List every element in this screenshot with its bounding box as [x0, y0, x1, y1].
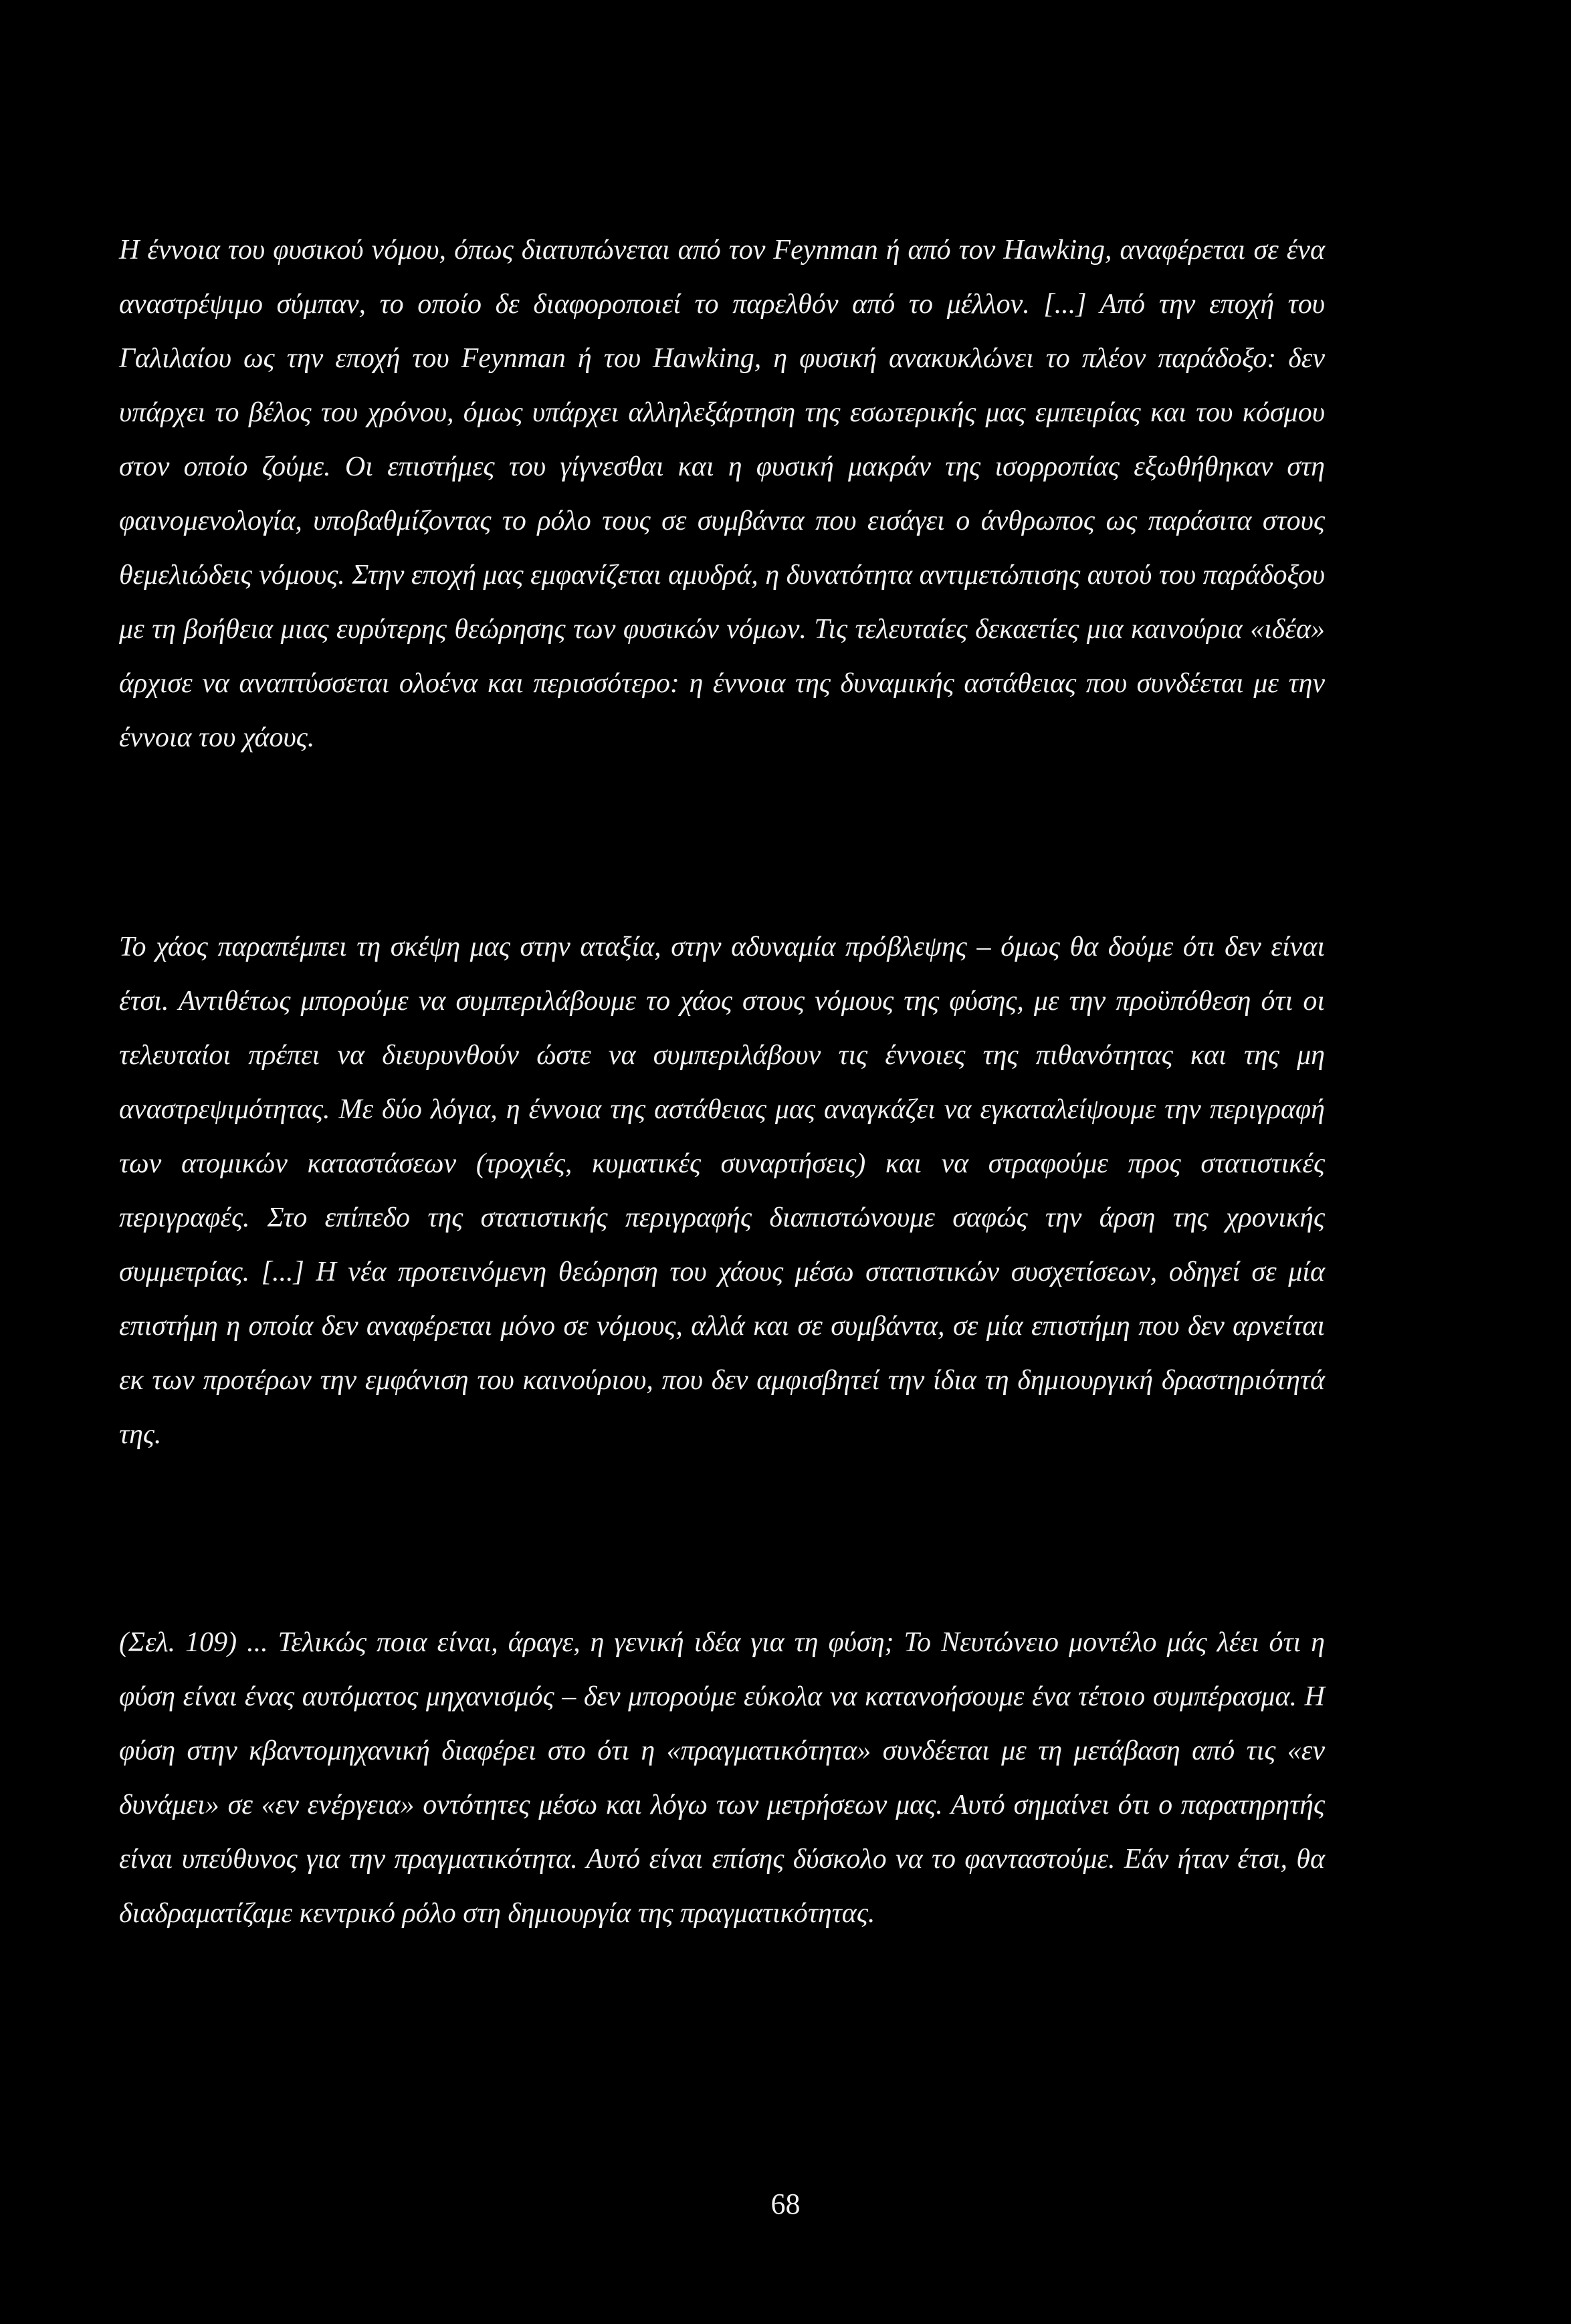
paragraph-3: (Σελ. 109) ... Τελικώς ποια είναι, άραγε, η γενική ιδέα για τη φύση; Το Νευτώνειο μοντέλο μάς λέει ότι η φύση είναι ένας αυτόματος μηχανισμός – δεν μπορούμε εύκολα να κατανοήσουμε ένα τέτοιο συμπέρασμα. Η φύση στην κβαντομηχανική διαφέρει στο ότι η «πραγματικότητα» συνδέεται με τη μετάβαση από τις «εν δυνάμει» σε «εν ενέργεια» οντότητες μέσω και λόγω των μετρήσεων μας. Αυτό σημαίνει ότι ο παρατηρητής είναι υπεύθυνος για την πραγματικότητα. Αυτό είναι επίσης δύσκολο να το φανταστούμε. Εάν ήταν έτσι, θα διαδραματίζαμε κεντρικό ρόλο στη δημιουργία της πραγματικότητας. [119, 1627, 1325, 1929]
paragraph-2: Το χάος παραπέμπει τη σκέψη μας στην αταξία, στην αδυναμία πρόβλεψης – όμως θα δούμε ότι δεν είναι έτσι. Αντιθέτως μπορούμε να συμπεριλάβουμε το χάος στους νόμους της φύσης, με την προϋπόθεση ότι οι τελευταίοι πρέπει να διευρυνθούν ώστε να συμπεριλάβουν τις έννοιες της πιθανότητας και της μη αναστρεψιμότητας. Με δύο λόγια, η έννοια της αστάθειας μας αναγκάζει να εγκαταλείψουμε την περιγραφή των ατομικών καταστάσεων (τροχιές, κυματικές συναρτήσεις) και να στραφούμε προς στατιστικές περιγραφές. Στο επίπεδο της στατιστικής περιγραφής διαπιστώνουμε σαφώς την άρση της χρονικής συμμετρίας. [...] Η νέα προτεινόμενη θεώρηση του χάους μέσω στατιστικών συσχετίσεων, οδηγεί σε μία επιστήμη η οποία δεν αναφέρεται μόνο σε νόμους, αλλά και σε συμβάντα, σε μία επιστήμη που δεν αρνείται εκ των προτέρων την εμφάνιση του καινούριου, που δεν αμφισβητεί την ίδια τη δημιουργική δραστηριότητά της. [119, 932, 1325, 1450]
page-number: 68 [770, 2188, 801, 2220]
paragraph-1: Η έννοια του φυσικού νόμου, όπως διατυπώνεται από τον Feynman ή από τον Hawking, αναφέρεται σε ένα αναστρέψιμο σύμπαν, το οποίο δε διαφοροποιεί το παρελθόν από το μέλλον. [...] Από την εποχή του Γαλιλαίου ως την εποχή του Feynman ή του Hawking, η φυσική ανακυκλώνει το πλέον παράδοξο: δεν υπάρχει το βέλος του χρόνου, όμως υπάρχει αλληλεξάρτηση της εσωτερικής μας εμπειρίας και του κόσμου στον οποίο ζούμε. Οι επιστήμες του γίγνεσθαι και η φυσική μακράν της ισορροπίας εξωθήθηκαν στη φαινομενολογία, υποβαθμίζοντας το ρόλο τους σε συμβάντα που εισάγει ο άνθρωπος ως παράσιτα στους θεμελιώδεις νόμους. Στην εποχή μας εμφανίζεται αμυδρά, η δυνατότητα αντιμετώπισης αυτού του παράδοξου με τη βοήθεια μιας ευρύτερης θεώρησης των φυσικών νόμων. Τις τελευταίες δεκαετίες μια καινούρια «ιδέα» άρχισε να αναπτύσσεται ολοένα και περισσότερο: η έννοια της δυναμικής αστάθειας που συνδέεται με την έννοια του χάους. [119, 235, 1325, 753]
